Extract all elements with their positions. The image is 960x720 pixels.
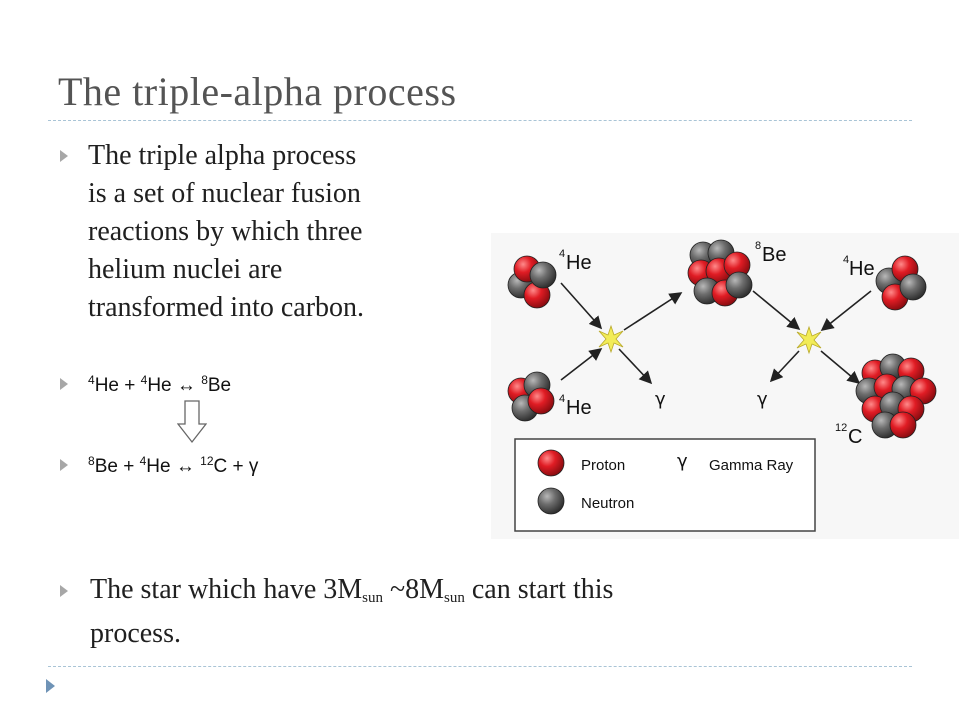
legend-proton-label: Proton — [581, 457, 626, 474]
fusion-flash-icon — [797, 327, 821, 353]
intro-line: reactions by which three — [88, 216, 363, 247]
mass-number: 4 — [140, 373, 148, 387]
mass-number: 4 — [559, 393, 566, 405]
reaction-arrow — [753, 291, 799, 329]
reaction-arrow — [822, 291, 871, 330]
slide-nav-arrow-icon — [46, 679, 55, 693]
label-he4-right: He — [849, 258, 875, 280]
down-arrow-icon — [177, 400, 207, 444]
text: The star which have 3M — [90, 574, 363, 605]
text: ~8M — [382, 574, 445, 605]
label-c12: C — [848, 426, 863, 448]
eq-text: He ↔ — [147, 375, 202, 396]
fusion-flash-icon — [599, 326, 623, 352]
helium-4-nucleus — [876, 256, 926, 310]
footer-divider — [48, 666, 912, 667]
legend-gamma-label: Gamma Ray — [709, 457, 794, 474]
eq-text: Be + — [94, 456, 140, 477]
equation-1 — [88, 373, 231, 397]
eq-text: C + γ — [213, 456, 259, 477]
mass-number: 8 — [88, 454, 95, 468]
title-divider — [48, 120, 912, 121]
legend-neutron-swatch — [538, 488, 564, 514]
helium-4-nucleus — [508, 256, 556, 308]
carbon-12-nucleus — [856, 354, 936, 438]
gamma-symbol: γ — [655, 389, 666, 410]
reaction-arrow — [624, 293, 681, 330]
eq-text: Be — [207, 375, 232, 396]
bottom-line-2: process. — [90, 618, 181, 649]
intro-line: is a set of nuclear fusion — [88, 178, 361, 209]
triple-alpha-diagram — [491, 233, 959, 539]
intro-line: transformed into carbon. — [88, 292, 365, 323]
legend-neutron-label: Neutron — [581, 495, 635, 512]
equation-2 — [88, 454, 258, 478]
mass-number: 12 — [200, 454, 214, 468]
reaction-arrow — [561, 349, 601, 380]
bullet-intro — [88, 137, 364, 327]
gamma-arrow — [771, 351, 799, 381]
bottom-line-1 — [90, 572, 613, 616]
mass-number: 4 — [843, 254, 850, 266]
text: can start this — [464, 574, 614, 605]
gamma-arrow — [619, 349, 651, 383]
label-he4-top: He — [566, 252, 592, 274]
mass-number: 4 — [88, 373, 95, 387]
subscript: sun — [362, 590, 383, 606]
reaction-arrow — [561, 283, 601, 328]
intro-line: The triple alpha process — [88, 140, 357, 171]
intro-line: helium nuclei are — [88, 254, 283, 285]
eq-text: He + — [94, 375, 141, 396]
legend-gamma-symbol: γ — [677, 451, 688, 472]
helium-4-nucleus — [508, 372, 554, 421]
mass-number: 8 — [201, 373, 208, 387]
bullet-arrow-icon — [60, 378, 68, 390]
gamma-symbol: γ — [757, 389, 768, 410]
mass-number: 12 — [835, 422, 848, 434]
reaction-arrow — [821, 351, 859, 383]
label-be8: Be — [762, 244, 787, 266]
page-title: The triple-alpha process — [58, 69, 457, 114]
mass-number: 4 — [559, 248, 566, 260]
legend — [515, 439, 815, 531]
bullet-arrow-icon — [60, 150, 68, 162]
bullet-star-mass — [90, 572, 613, 652]
mass-number: 4 — [139, 454, 147, 468]
subscript: sun — [444, 590, 465, 606]
bullet-arrow-icon — [60, 585, 68, 597]
legend-proton-swatch — [538, 450, 564, 476]
label-he4-bottom: He — [566, 397, 592, 419]
eq-text: He ↔ — [146, 456, 201, 477]
beryllium-8-nucleus — [688, 240, 752, 306]
bullet-arrow-icon — [60, 459, 68, 471]
mass-number: 8 — [755, 240, 762, 252]
